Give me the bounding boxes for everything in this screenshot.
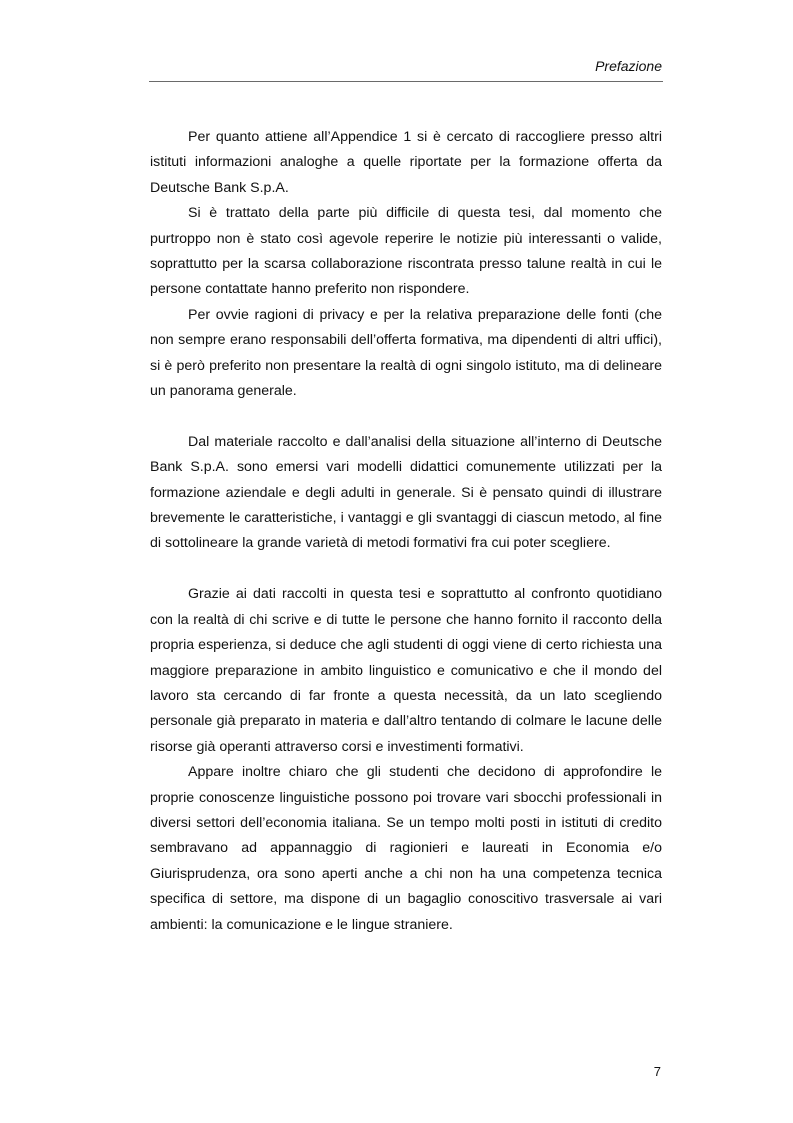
- page-number: 7: [653, 1064, 661, 1079]
- running-header-title: Prefazione: [595, 58, 662, 74]
- header-rule: [149, 81, 663, 82]
- paragraph-3: Per ovvie ragioni di privacy e per la relativa preparazione delle fonti (che non sempre erano responsabili dell’offerta formativa, ma dipendenti di altri uffici), si è però preferito non presentare la realtà di ogni singolo istituto, ma di delineare un panorama generale.: [150, 306, 662, 400]
- paragraph-5: Grazie ai dati raccolti in questa tesi e soprattutto al confronto quotidiano con la realtà di chi scrive e di tutte le persone che hanno fornito il racconto della propria esperienza, si deduce che agli studenti di oggi viene di certo richiesta una maggiore preparazione in ambito linguistico e comunicativo e che il mondo del lavoro sta cercando di far fronte a questa necessità, da un lato scegliendo personale già preparato in materia e dall’altro tentando di colmare le lacune delle risorse già operanti attraverso corsi e investimenti formativi.: [150, 586, 662, 755]
- paragraph-6: Appare inoltre chiaro che gli studenti che decidono di approfondire le proprie conoscenze linguistiche possono poi trovare vari sbocchi professionali in diversi settori dell’economia italiana. Se un tempo molti posti in istituti di credito sembravano ad appannaggio di ragionieri e laureati in Economia e/o Giurisprudenza, ora sono aperti anche a chi non ha una competenza tecnica specifica di settore, ma dispone di un bagaglio conoscitivo trasversale ai vari ambienti: la comunicazione e le lingue straniere.: [150, 764, 662, 933]
- paragraph-2: Si è trattato della parte più difficile di questa tesi, dal momento che purtroppo non è stato così agevole reperire le notizie più interessanti o valide, soprattutto per la scarsa collaborazione riscontrata presso talune realtà in cui le persone contattate hanno preferito non rispondere.: [150, 205, 662, 298]
- body-text: [150, 125, 662, 938]
- paragraph-1: Per quanto attiene all’Appendice 1 si è cercato di raccogliere presso altri istituti informazioni analoghe a quelle riportate per la formazione offerta da Deutsche Bank S.p.A.: [150, 129, 662, 196]
- paragraph-4: Dal materiale raccolto e dall’analisi della situazione all’interno di Deutsche Bank S.p.A. sono emersi vari modelli didattici comunemente utilizzati per la formazione aziendale e degli adulti in generale. Si è pensato quindi di illustrare brevemente le caratteristiche, i vantaggi e gli svantaggi di ciascun metodo, al fine di sottolineare la grande varietà di metodi formativi fra cui poter scegliere.: [150, 433, 662, 552]
